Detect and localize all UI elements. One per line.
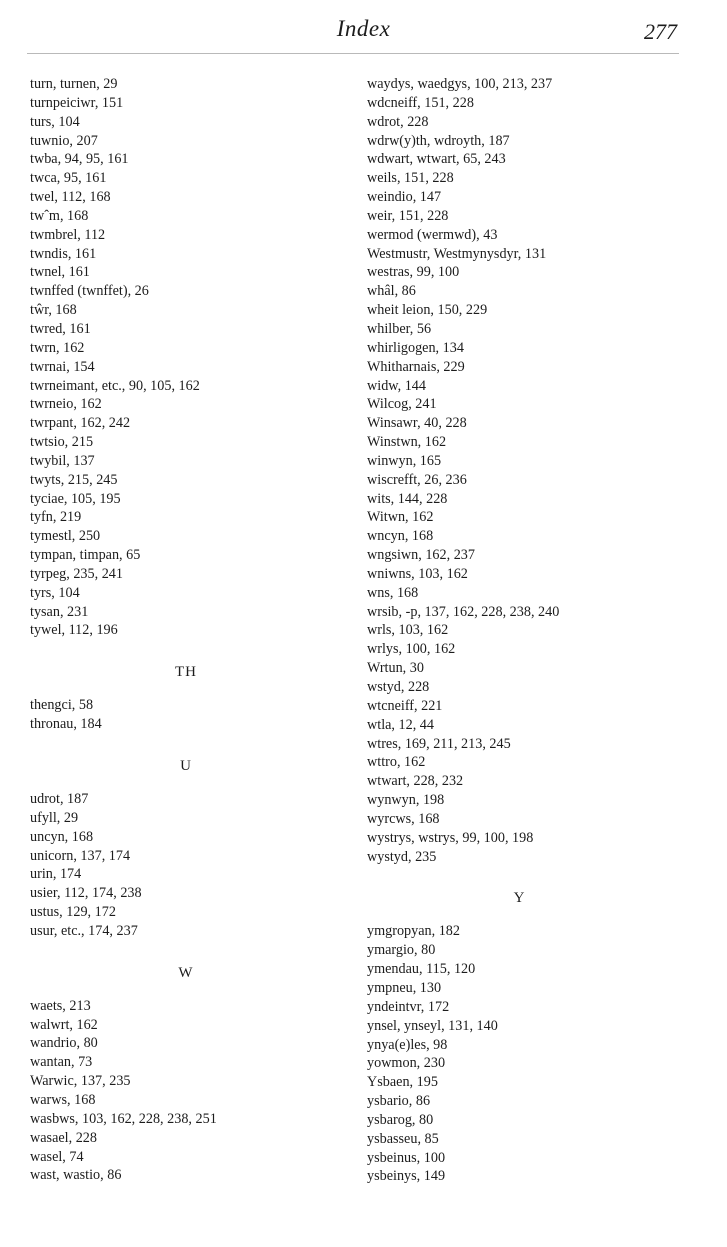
index-entry: whilber, 56 (367, 320, 432, 337)
index-entry: Warwic, 137, 235 (30, 1073, 131, 1090)
index-entry: ympneu, 130 (367, 979, 442, 996)
index-entry: twnel, 161 (30, 264, 90, 281)
running-title: Index (336, 16, 391, 41)
index-entry: thronau, 184 (30, 716, 102, 733)
index-column-right (367, 75, 697, 1186)
index-entry: wncyn, 168 (367, 528, 434, 545)
section-letter-heading: Y (513, 890, 526, 907)
index-entry: wits, 144, 228 (367, 490, 448, 507)
index-entry: whâl, 86 (367, 283, 416, 300)
index-entry: ysbario, 86 (367, 1093, 431, 1110)
index-entry: tyrs, 104 (30, 584, 80, 601)
index-entry: weindio, 147 (367, 189, 442, 206)
index-entry: wdrot, 228 (367, 113, 429, 130)
index-entry: wasael, 228 (30, 1129, 97, 1146)
section-letter-heading: U (180, 758, 192, 774)
index-entry: Ysbaen, 195 (367, 1074, 438, 1091)
index-entry: urin, 174 (30, 866, 82, 883)
index-entry: wantan, 73 (30, 1054, 93, 1071)
index-entry: whirligogen, 134 (367, 339, 464, 356)
index-entry: wynwyn, 198 (367, 792, 445, 809)
index-entry: udrot, 187 (30, 791, 89, 807)
index-entry: tymestl, 250 (30, 528, 101, 545)
index-entry: twred, 161 (30, 320, 91, 337)
index-entry: ustus, 129, 172 (30, 904, 116, 921)
index-entry: Winstwn, 162 (367, 434, 447, 451)
index-entry: yndeintvr, 172 (367, 998, 450, 1015)
index-entry: ymargio, 80 (367, 942, 436, 959)
index-entry: waydys, waedgys, 100, 213, 237 (367, 76, 553, 92)
index-entry: waets, 213 (30, 997, 91, 1014)
index-entry: wtwart, 228, 232 (367, 773, 464, 790)
index-entry: twrpant, 162, 242 (30, 415, 131, 432)
index-entry: twndis, 161 (30, 245, 97, 262)
index-entry: ynya(e)les, 98 (367, 1036, 448, 1053)
index-entry: ymgropyan, 182 (367, 923, 460, 940)
index-entry: twrnai, 154 (30, 358, 95, 375)
index-entry: weils, 151, 228 (367, 170, 454, 187)
index-entry: turs, 104 (30, 113, 80, 130)
index-entry: twˆm, 168 (30, 207, 89, 224)
index-column-left (30, 75, 330, 1185)
index-entry: twybil, 137 (30, 452, 95, 469)
index-entry: ufyll, 29 (30, 809, 79, 826)
index-entry: wttro, 162 (367, 754, 426, 771)
index-entry: turn, turnen, 29 (30, 76, 118, 92)
index-entry: Wrtun, 30 (367, 660, 424, 677)
page-number: 277 (644, 19, 677, 44)
index-entry: wtres, 169, 211, 213, 245 (367, 735, 511, 752)
index-entry: ysbarog, 80 (367, 1111, 434, 1128)
page-header (0, 14, 727, 48)
index-entry: ysbasseu, 85 (367, 1130, 439, 1147)
index-entry: turnpeiciwr, 151 (30, 94, 124, 111)
index-entry: unicorn, 137, 174 (30, 847, 131, 864)
index-entry: twyts, 215, 245 (30, 471, 118, 488)
index-entry: warws, 168 (30, 1091, 96, 1108)
index-entry: tympan, timpan, 65 (30, 547, 141, 564)
index-entry: tyrpeg, 235, 241 (30, 565, 123, 582)
index-entry: wystyd, 235 (367, 848, 437, 865)
index-entry: twrn, 162 (30, 339, 85, 356)
index-entry: wast, wastio, 86 (30, 1167, 122, 1184)
index-entry: tysan, 231 (30, 603, 89, 620)
index-entry: wystrys, wstrys, 99, 100, 198 (367, 829, 534, 846)
index-entry: twca, 95, 161 (30, 170, 107, 187)
index-entry: Winsawr, 40, 228 (367, 415, 467, 432)
index-entry: wdwart, wtwart, 65, 243 (367, 151, 506, 168)
index-entry: wasel, 74 (30, 1148, 84, 1165)
index-entry: wasbws, 103, 162, 228, 238, 251 (30, 1110, 217, 1127)
index-entry: twel, 112, 168 (30, 189, 111, 206)
index-entry: wtla, 12, 44 (367, 716, 434, 733)
index-entry: twtsio, 215 (30, 434, 94, 451)
index-entry: winwyn, 165 (367, 452, 442, 469)
index-entry: tyfn, 219 (30, 509, 82, 526)
header-rule (27, 53, 679, 54)
index-entry: tuwnio, 207 (30, 132, 98, 149)
index-entry: Westmustr, Westmynysdyr, 131 (367, 245, 547, 262)
index-entry: widw, 144 (367, 377, 426, 394)
index-entry: wdcneiff, 151, 228 (367, 94, 474, 111)
index-entry: wstyd, 228 (367, 679, 430, 695)
index-entry: walwrt, 162 (30, 1016, 98, 1033)
index-entry: Wilcog, 241 (367, 396, 437, 413)
index-entry: wniwns, 103, 162 (367, 565, 468, 582)
index-entry: ynsel, ynseyl, 131, 140 (367, 1017, 498, 1034)
index-entry: twrneio, 162 (30, 396, 102, 413)
index-entry: weir, 151, 228 (367, 207, 449, 224)
index-entry: wheit leion, 150, 229 (367, 302, 488, 319)
index-entry: wermod (wermwd), 43 (367, 226, 498, 243)
index-entry: uncyn, 168 (30, 828, 94, 845)
index-entry: wrlys, 100, 162 (367, 641, 456, 658)
index-entry: wyrcws, 168 (367, 810, 440, 827)
index-entry: wiscrefft, 26, 236 (367, 471, 467, 488)
index-entry: ysbeinys, 149 (367, 1168, 446, 1185)
index-entry: tyciae, 105, 195 (30, 490, 121, 507)
index-entry: wns, 168 (367, 584, 419, 601)
index-entry: yowmon, 230 (367, 1055, 446, 1072)
index-entry: Whitharnais, 229 (367, 358, 465, 375)
index-entry: twmbrel, 112 (30, 226, 106, 243)
index-entry: wngsiwn, 162, 237 (367, 547, 475, 564)
index-entry: thengci, 58 (30, 697, 94, 714)
index-entry: ymendau, 115, 120 (367, 961, 476, 978)
index-entry: usier, 112, 174, 238 (30, 885, 142, 902)
index-entry: tywel, 112, 196 (30, 622, 118, 639)
index-entry: westras, 99, 100 (367, 264, 460, 281)
index-entry: wdrw(y)th, wdroyth, 187 (367, 132, 510, 149)
index-entry: ysbeinus, 100 (367, 1149, 446, 1166)
index-entry: wrls, 103, 162 (367, 622, 449, 639)
index-entry: Witwn, 162 (367, 509, 434, 526)
index-entry: twrneimant, etc., 90, 105, 162 (30, 377, 200, 394)
section-letter-heading: W (178, 964, 194, 981)
index-entry: usur, etc., 174, 237 (30, 922, 138, 939)
index-entry: wrsib, -p, 137, 162, 228, 238, 240 (367, 603, 560, 620)
section-letter-heading: TH (175, 664, 197, 681)
index-entry: tŵr, 168 (30, 302, 77, 319)
index-entry: wandrio, 80 (30, 1035, 98, 1052)
index-entry: twba, 94, 95, 161 (30, 151, 129, 168)
index-entry: twnffed (twnffet), 26 (30, 283, 149, 300)
index-entry: wtcneiff, 221 (367, 697, 443, 714)
